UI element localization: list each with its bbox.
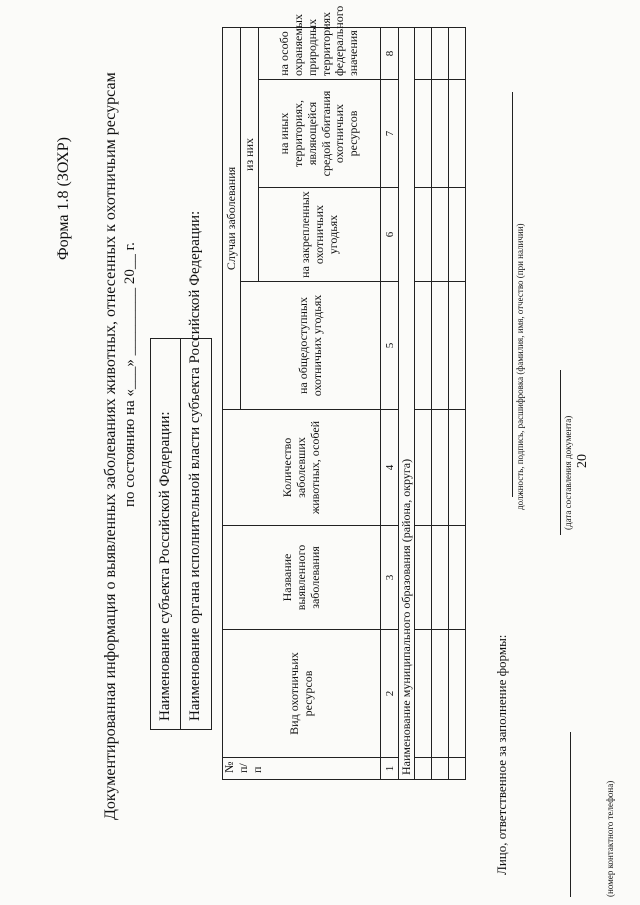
- signature-caption: должность, подпись, расшифровка (фамилия, имя, отчество (при наличии): [515, 223, 525, 510]
- empty-cell: [449, 282, 466, 410]
- empty-cell: [449, 758, 466, 780]
- date-caption: (дата составления документа): [563, 415, 573, 530]
- header-of-them: из них: [240, 28, 258, 282]
- col-number: 4: [381, 410, 399, 526]
- table-row: [415, 28, 432, 780]
- header-cases: Случаи заболевания: [223, 28, 241, 410]
- empty-cell: [432, 630, 449, 758]
- empty-cell: [432, 758, 449, 780]
- empty-cell: [415, 80, 432, 188]
- empty-cell: [449, 630, 466, 758]
- empty-cell: [449, 28, 466, 80]
- form-name: Форма 1.8 (ЗОХР): [55, 137, 72, 260]
- document-title: Документированная информация о выявленных заболеваниях животных, отнесенных к охотничьим ресурсам: [102, 72, 119, 820]
- empty-cell: [449, 526, 466, 630]
- col-number: 1: [381, 758, 399, 780]
- col-number: 2: [381, 630, 399, 758]
- col-number: 8: [381, 28, 399, 80]
- phone-line: [570, 732, 571, 897]
- responsible-person-label: Лицо, ответственное за заполнение формы:: [494, 634, 509, 875]
- subject-name-row: Наименование субъекта Российской Федерации:: [157, 411, 173, 721]
- table-row: [432, 28, 449, 780]
- empty-cell: [432, 188, 449, 282]
- signature-line: [512, 92, 513, 497]
- empty-cell: [432, 526, 449, 630]
- municipality-row: Наименование муниципального образования (района, округа): [399, 28, 415, 780]
- header-disease: Название выявленного заболевания: [223, 526, 381, 630]
- header-count: Количество заболевших животных, особей: [223, 410, 381, 526]
- empty-cell: [415, 188, 432, 282]
- table-row: [449, 28, 466, 780]
- col-number: 6: [381, 188, 399, 282]
- phone-caption: (номер контактного телефона): [605, 780, 615, 897]
- empty-cell: [449, 188, 466, 282]
- date-line: [560, 370, 561, 535]
- empty-cell: [415, 630, 432, 758]
- empty-cell: [415, 526, 432, 630]
- empty-cell: [432, 282, 449, 410]
- header-protected-areas: на особо охраняемых природных территориях федерального значения: [258, 28, 381, 80]
- page-number: 20: [575, 454, 590, 468]
- header-no: № п/п: [223, 758, 381, 780]
- header-species: Вид охотничьих ресурсов: [223, 630, 381, 758]
- header-other-territories: на иных территориях, являющейся средой обитания охотничьих ресурсов: [258, 80, 381, 188]
- as-of-date: по состоянию на «___» _________ 20__ г.: [122, 242, 138, 507]
- col-number: 3: [381, 526, 399, 630]
- disease-cases-table: [222, 5, 466, 780]
- empty-cell: [415, 282, 432, 410]
- empty-cell: [415, 28, 432, 80]
- empty-cell: [449, 410, 466, 526]
- empty-cell: [415, 758, 432, 780]
- col-number: 7: [381, 80, 399, 188]
- header-public-grounds: на общедоступных охотничьих угодьях: [240, 282, 381, 410]
- subject-info-box: [150, 210, 212, 730]
- col-number: 5: [381, 282, 399, 410]
- header-assigned-grounds: на закрепленных охотничьих угодьях: [258, 188, 381, 282]
- empty-cell: [432, 410, 449, 526]
- empty-cell: [432, 28, 449, 80]
- empty-cell: [449, 80, 466, 188]
- authority-name-row: Наименование органа исполнительной власти субъекта Российской Федерации:: [180, 339, 210, 729]
- empty-cell: [432, 80, 449, 188]
- empty-cell: [415, 410, 432, 526]
